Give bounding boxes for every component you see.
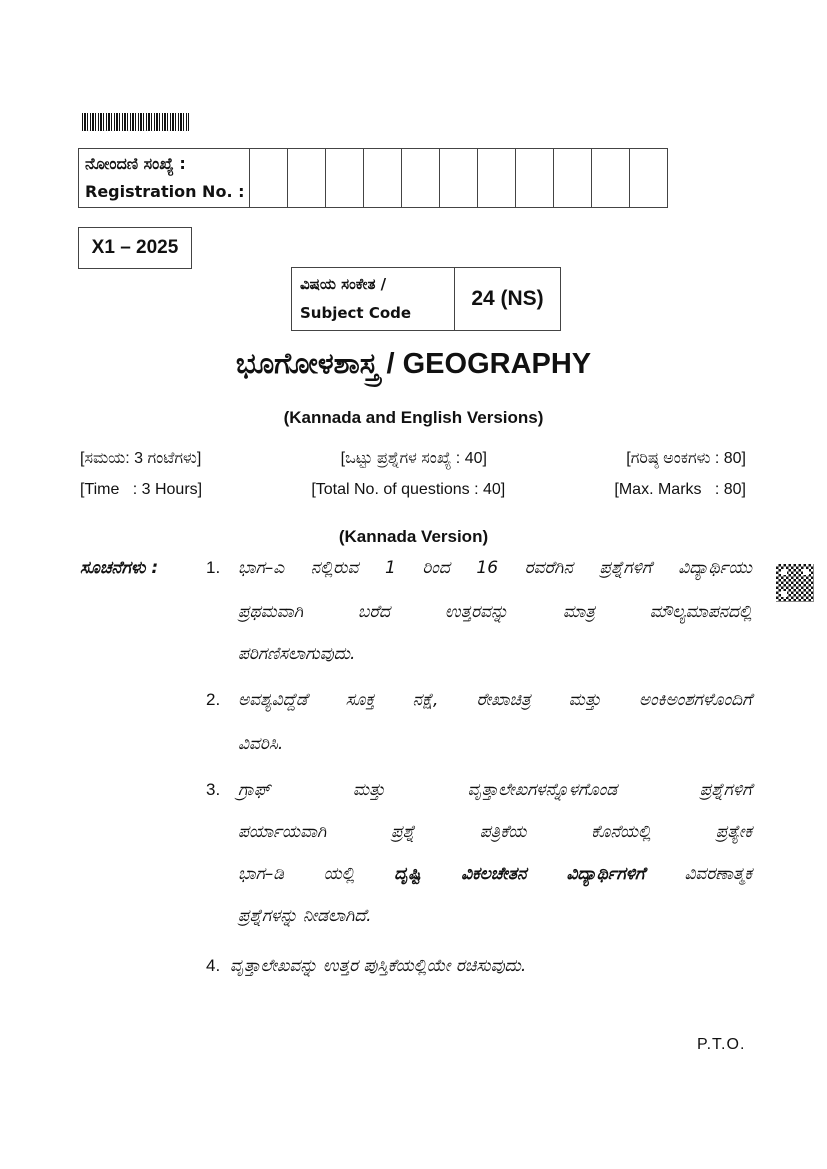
registration-digit-box[interactable] [402, 149, 440, 208]
questions-kannada: [ಒಟ್ಟು ಪ್ರಶ್ನೆಗಳ ಸಂಖ್ಯೆ : 40] [340, 450, 487, 467]
instruction-text: ಭಾಗ–ಡಿ ಯಲ್ಲಿ [238, 864, 395, 884]
registration-digit-box[interactable] [364, 149, 402, 208]
instruction-line: ವೃತ್ತಾಲೇಖವನ್ನು ಉತ್ತರ ಪುಸ್ತಿಕೆಯಲ್ಲಿಯೇ ರಚಿಸುವುದು. [230, 956, 527, 976]
registration-label [79, 149, 250, 208]
registration-label-english: Registration No. : [85, 182, 245, 201]
page-title: ಭೂಗೋಳಶಾಸ್ತ್ರ / GEOGRAPHY [235, 348, 592, 380]
instruction-line: ವಿವರಿಸಿ. [238, 734, 284, 754]
registration-digit-box[interactable] [478, 149, 516, 208]
registration-table [78, 148, 668, 208]
marks-kannada: [ಗರಿಷ್ಠ ಅಂಕಗಳು : 80] [626, 450, 746, 467]
time-english: [Time : 3 Hours] [80, 481, 203, 498]
page-subtitle: (Kannada and English Versions) [283, 408, 544, 427]
instruction-line: ಪ್ರಶ್ನೆಗಳನ್ನು ನೀಡಲಾಗಿದೆ. [238, 906, 372, 926]
instruction-number: 3. [206, 780, 221, 799]
time-kannada: [ಸಮಯ: 3 ಗಂಟೆಗಳು] [80, 450, 202, 467]
qr-code [776, 564, 814, 602]
registration-digit-box[interactable] [326, 149, 364, 208]
instruction-line: ಅವಶ್ಯವಿದ್ದೆಡೆ ಸೂಕ್ತ ನಕ್ಷೆ, ರೇಖಾಚಿತ್ರ ಮತ್ತು ಅಂಕಿಅಂಶಗಳೊಂದಿಗೆ [238, 690, 752, 710]
subject-code-value: 24 (NS) [455, 268, 561, 331]
instruction-line: ಪರಿಗಣಿಸಲಾಗುವುದು. [238, 644, 356, 664]
marks-english: [Max. Marks : 80] [614, 481, 746, 498]
subject-code-label-kannada: ವಿಷಯ ಸಂಕೇತ / [300, 275, 387, 293]
instruction-line: ಭಾಗ–ಎ ನಲ್ಲಿರುವ 1 ರಿಂದ 16 ರವರೆಗಿನ ಪ್ರಶ್ನೆಗಳಿಗೆ ವಿದ್ಯಾರ್ಥಿಯು [238, 558, 752, 578]
registration-digit-box[interactable] [554, 149, 592, 208]
registration-digit-box[interactable] [250, 149, 288, 208]
registration-digit-box[interactable] [630, 149, 668, 208]
subject-code-label-english: Subject Code [300, 304, 412, 322]
exam-meta-english [80, 481, 746, 499]
paper-code: X1 – 2025 [78, 227, 192, 269]
registration-digit-box[interactable] [516, 149, 554, 208]
please-turn-over: P.T.O. [697, 1036, 746, 1053]
exam-meta-kannada [80, 450, 746, 468]
barcode [82, 113, 189, 131]
subject-code-label [292, 268, 455, 331]
instruction-line [238, 864, 752, 884]
registration-digit-box[interactable] [288, 149, 326, 208]
registration-label-kannada: ನೋಂದಣಿ ಸಂಖ್ಯೆ : [85, 154, 186, 173]
instruction-number: 4. [206, 956, 221, 975]
instruction-number: 1. [206, 558, 221, 577]
instruction-line: ಪ್ರಥಮವಾಗಿ ಬರೆದ ಉತ್ತರವನ್ನು ಮಾತ್ರ ಮೌಲ್ಯಮಾಪನದಲ್ಲಿ [238, 602, 752, 622]
registration-digit-box[interactable] [592, 149, 630, 208]
version-label: (Kannada Version) [338, 527, 489, 546]
instruction-line: ಪರ್ಯಾಯವಾಗಿ ಪ್ರಶ್ನೆ ಪತ್ರಿಕೆಯ ಕೊನೆಯಲ್ಲಿ ಪ್ರತ್ಯೇಕ [238, 822, 752, 842]
subject-code-table [291, 267, 561, 331]
questions-english: [Total No. of questions : 40] [311, 481, 506, 498]
instruction-number: 2. [206, 690, 221, 709]
instruction-emphasis: ದೃಷ್ಟಿ ವಿಕಲಚೇತನ ವಿದ್ಯಾರ್ಥಿಗಳಿಗೆ [394, 864, 645, 884]
instruction-text: ವಿವರಣಾತ್ಮಕ [644, 864, 752, 884]
instructions-label: ಸೂಚನೆಗಳು : [80, 558, 159, 578]
instruction-line: ಗ್ರಾಫ್ ಮತ್ತು ವೃತ್ತಾಲೇಖಗಳನ್ನೊಳಗೊಂಡ ಪ್ರಶ್ನೆಗಳಿಗೆ [238, 780, 752, 800]
registration-digit-box[interactable] [440, 149, 478, 208]
